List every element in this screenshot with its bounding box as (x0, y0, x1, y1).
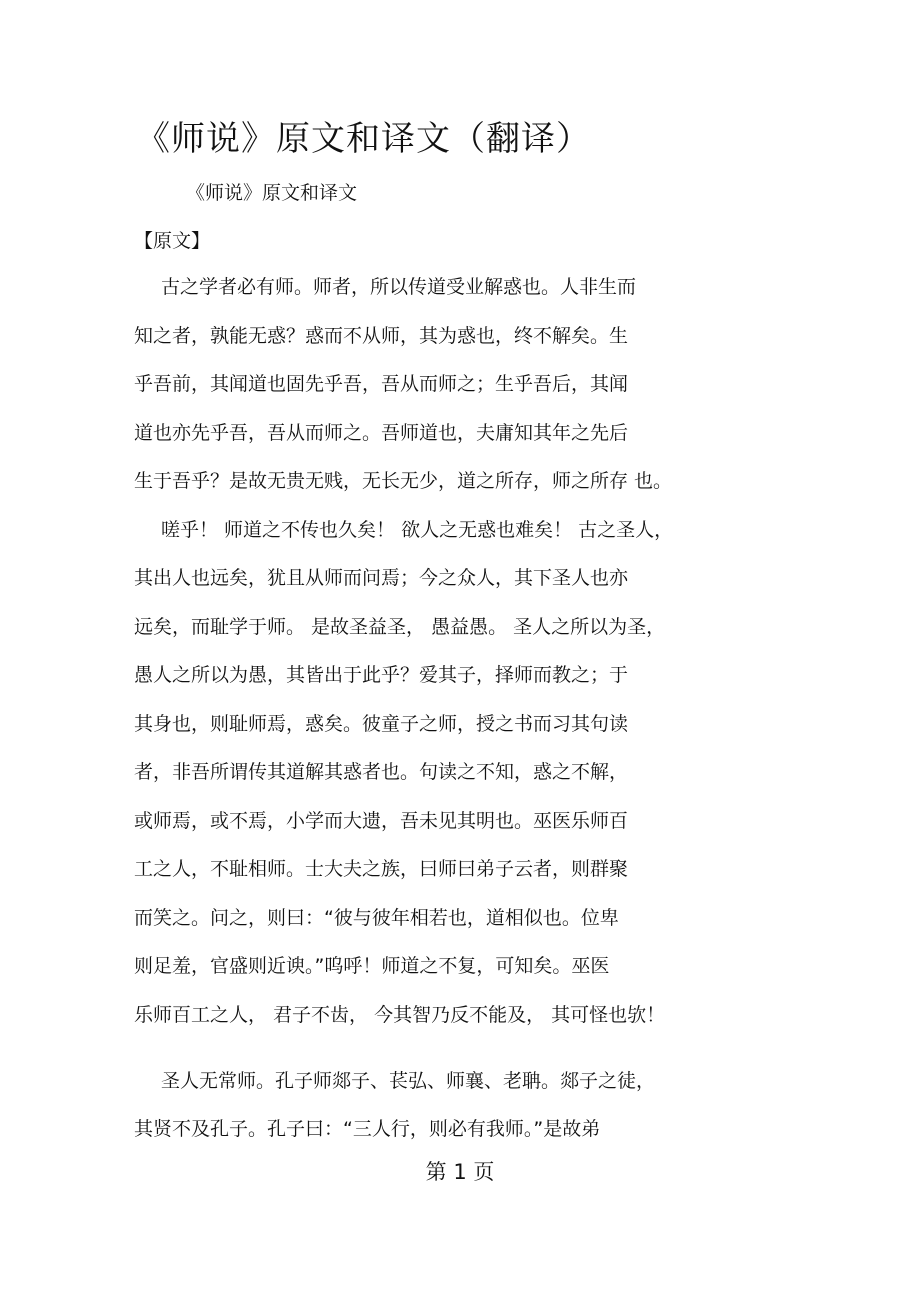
section-label-original-text: 【原文】 (134, 230, 211, 252)
text-line: 知之者，孰能无惑？惑而不从师，其为惑也，终不解矣。生 (134, 324, 629, 347)
text-line: 或师焉，或不焉，小学而大遗，吾未见其明也。巫医乐师百 (134, 809, 629, 832)
text-line: 乐师百工之人， 君子不齿， 今其智乃反不能及， 其可怪也欤！ (134, 1003, 666, 1026)
text-line: 则足羞，官盛则近谀。”呜呼！师道之不复，可知矣。巫医 (134, 955, 610, 977)
text-line: 者，非吾所谓传其道解其惑者也。句读之不知，惑之不解， (134, 761, 629, 783)
text-line: 而笑之。问之，则曰：“彼与彼年相若也，道相似也。位卑 (134, 906, 619, 929)
text-line: 愚人之所以为愚，其皆出于此乎？爱其子，择师而教之；于 (134, 664, 629, 686)
original-text-body (134, 272, 734, 1163)
text-line: 其身也，则耻师焉，惑矣。彼童子之师，授之书而习其句读 (134, 712, 629, 735)
text-line: 圣人无常师。孔子师郯子、苌弘、师襄、老聃。郯子之徒， (161, 1069, 656, 1092)
text-line: 乎吾前，其闻道也固先乎吾，吾从而师之；生乎吾后，其闻 (134, 373, 629, 395)
page-number-footer: 第 1 页 (425, 1160, 495, 1184)
document-title: 《师说》原文和译文（翻译） (136, 119, 591, 159)
text-line: 嗟乎！ 师道之不传也久矣！ 欲人之无惑也难矣！ 古之圣人， (161, 518, 674, 541)
text-line: 古之学者必有师。师者，所以传道受业解惑也。人非生而 (161, 276, 637, 298)
text-line: 道也亦先乎吾，吾从而师之。吾师道也，夫庸知其年之先后 (134, 421, 629, 444)
text-line: 其贤不及孔子。孔子曰：“三人行，则必有我师。”是故弟 (134, 1118, 601, 1140)
text-line: 其出人也远矣，犹且从师而问焉；今之众人，其下圣人也亦 (134, 567, 629, 589)
document-subtitle: 《师说》原文和译文 (186, 182, 358, 204)
text-line: 生于吾乎？是故无贵无贱，无长无少，道之所存，师之所存 也。 (134, 470, 673, 492)
text-line: 工之人，不耻相师。士大夫之族，曰师曰弟子云者，则群聚 (134, 858, 629, 880)
text-line: 远矣，而耻学于师。 是故圣益圣， 愚益愚。 圣人之所以为圣， (134, 615, 666, 638)
